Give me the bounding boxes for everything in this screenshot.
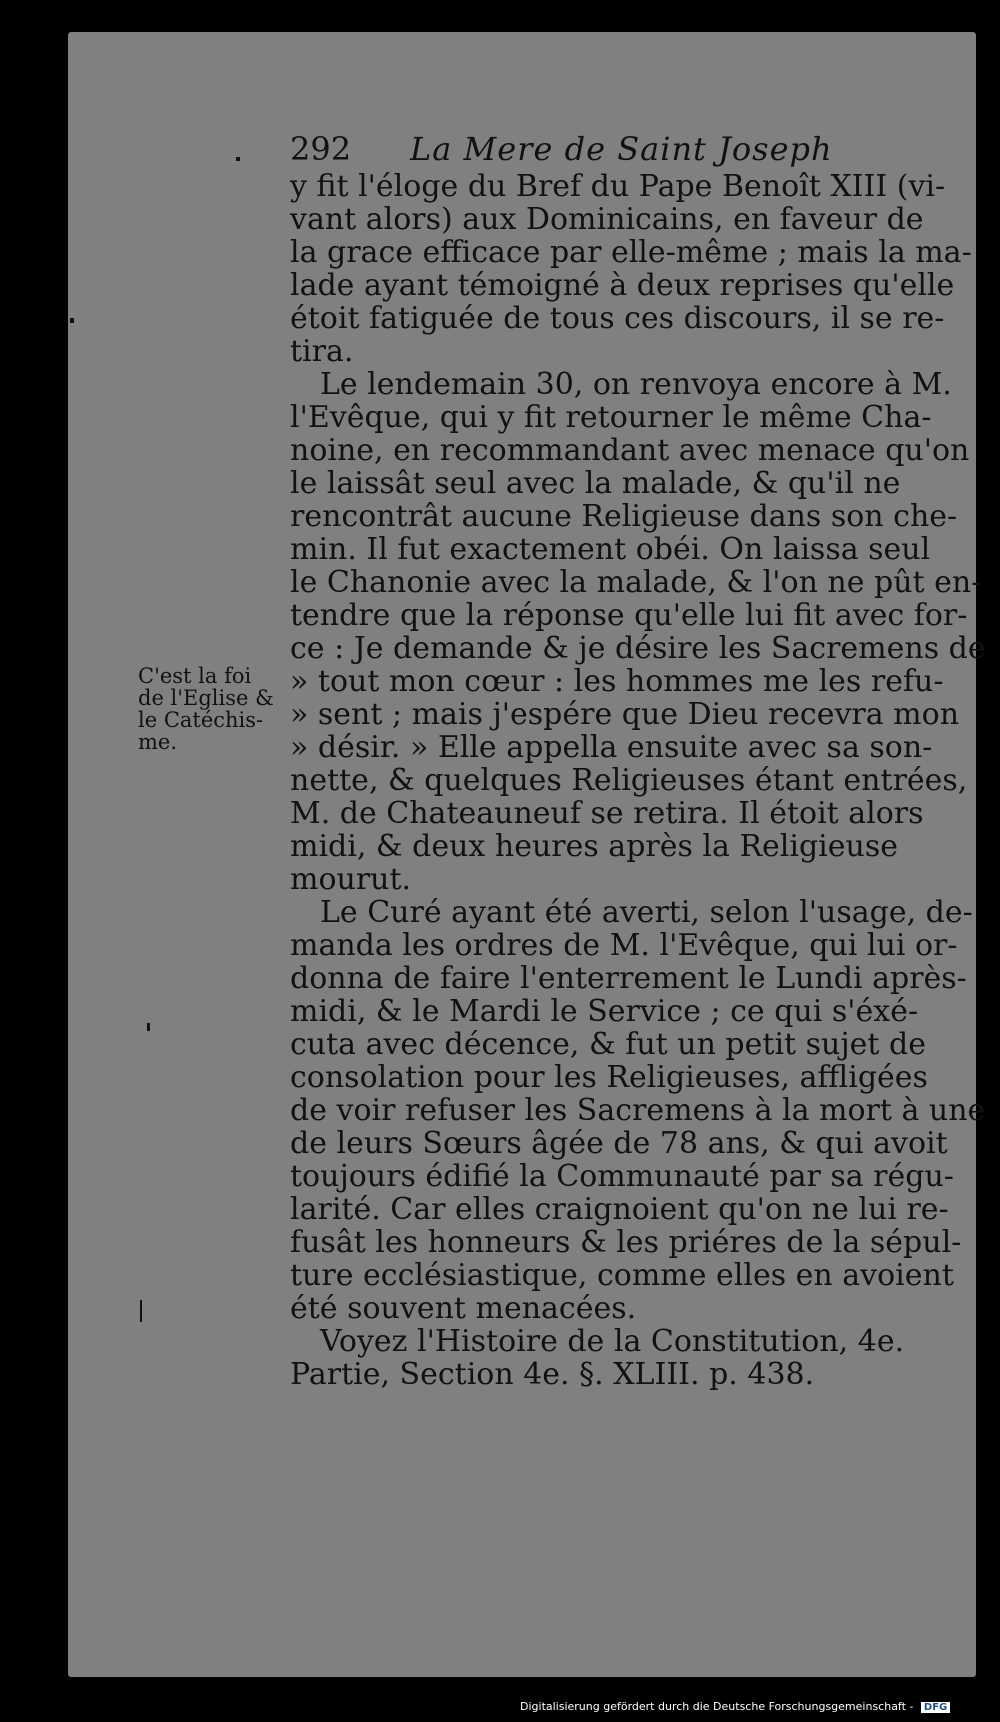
text-line: le Chanonie avec la malade, & l'on ne pût en- xyxy=(290,565,982,600)
text-line: étoit fatiguée de tous ces discours, il se re- xyxy=(290,301,945,336)
text-line: donna de faire l'enterrement le Lundi après- xyxy=(290,961,967,996)
running-title: La Mere de Saint Joseph xyxy=(410,130,833,168)
text-line: Le Curé ayant été averti, selon l'usage, de- xyxy=(320,895,973,930)
text-line: mourut. xyxy=(290,862,412,897)
text-line: min. Il fut exactement obéi. On laissa seul xyxy=(290,532,931,567)
text-line: tira. xyxy=(290,334,354,369)
credit-text: Digitalisierung gefördert durch die Deutsche Forschungsgemeinschaft - xyxy=(520,1700,914,1713)
body-text xyxy=(290,169,986,1392)
text-line: toujours édifié la Communauté par sa régu- xyxy=(290,1159,954,1194)
text-line: noine, en recommandant avec menace qu'on xyxy=(290,433,970,468)
text-line: lade ayant témoigné à deux reprises qu'elle xyxy=(290,268,955,303)
digitization-credit xyxy=(520,1700,950,1713)
ink-speck xyxy=(147,1023,150,1031)
text-line: l'Evêque, qui y fit retourner le même Cha- xyxy=(290,400,932,435)
text-line: Partie, Section 4e. §. XLIII. p. 438. xyxy=(290,1357,815,1392)
margin-note xyxy=(138,665,288,753)
text-line: ture ecclésiastique, comme elles en avoient xyxy=(290,1258,954,1293)
margin-note-line: de l'Eglise & xyxy=(138,686,274,710)
text-line: nette, & quelques Religieuses étant entrées, xyxy=(290,763,968,798)
page-number: 292 xyxy=(290,130,352,168)
text-line: Le lendemain 30, on renvoya encore à M. xyxy=(320,367,952,402)
text-line: » sent ; mais j'espére que Dieu recevra mon xyxy=(290,697,960,732)
ink-speck xyxy=(70,318,74,323)
ink-speck xyxy=(236,157,240,161)
text-line: de voir refuser les Sacremens à la mort à une xyxy=(290,1093,986,1128)
text-line: la grace efficace par elle-même ; mais la ma- xyxy=(290,235,972,270)
margin-note-line: C'est la foi xyxy=(138,664,252,688)
dfg-logo: DFG xyxy=(921,1702,950,1713)
ink-speck xyxy=(140,1300,142,1322)
text-line: » désir. » Elle appella ensuite avec sa son- xyxy=(290,730,933,765)
text-line: de leurs Sœurs âgée de 78 ans, & qui avoit xyxy=(290,1126,948,1161)
text-line: y fit l'éloge du Bref du Pape Benoît XIII (vi- xyxy=(290,169,946,204)
text-line: le laissât seul avec la malade, & qu'il ne xyxy=(290,466,901,501)
text-line: Voyez l'Histoire de la Constitution, 4e. xyxy=(320,1324,905,1359)
text-line: été souvent menacées. xyxy=(290,1291,637,1326)
text-line: cuta avec décence, & fut un petit sujet de xyxy=(290,1027,926,1062)
text-line: fusât les honneurs & les priéres de la sépul- xyxy=(290,1225,962,1260)
text-line: rencontrât aucune Religieuse dans son che- xyxy=(290,499,958,534)
text-line: midi, & deux heures après la Religieuse xyxy=(290,829,898,864)
text-line: vant alors) aux Dominicains, en faveur de xyxy=(290,202,924,237)
text-line: midi, & le Mardi le Service ; ce qui s'éxé- xyxy=(290,994,919,1029)
text-line: M. de Chateauneuf se retira. Il étoit alors xyxy=(290,796,924,831)
text-line: » tout mon cœur : les hommes me les refu- xyxy=(290,664,944,699)
margin-note-line: le Catéchis- xyxy=(138,708,264,732)
text-line: ce : Je demande & je désire les Sacremens de xyxy=(290,631,986,666)
margin-note-line: me. xyxy=(138,730,178,754)
text-line: manda les ordres de M. l'Evêque, qui lui or- xyxy=(290,928,958,963)
text-line: larité. Car elles craignoient qu'on ne lui re- xyxy=(290,1192,949,1227)
text-line: consolation pour les Religieuses, affligées xyxy=(290,1060,928,1095)
text-line: tendre que la réponse qu'elle lui fit avec for- xyxy=(290,598,968,633)
running-header xyxy=(290,130,930,168)
